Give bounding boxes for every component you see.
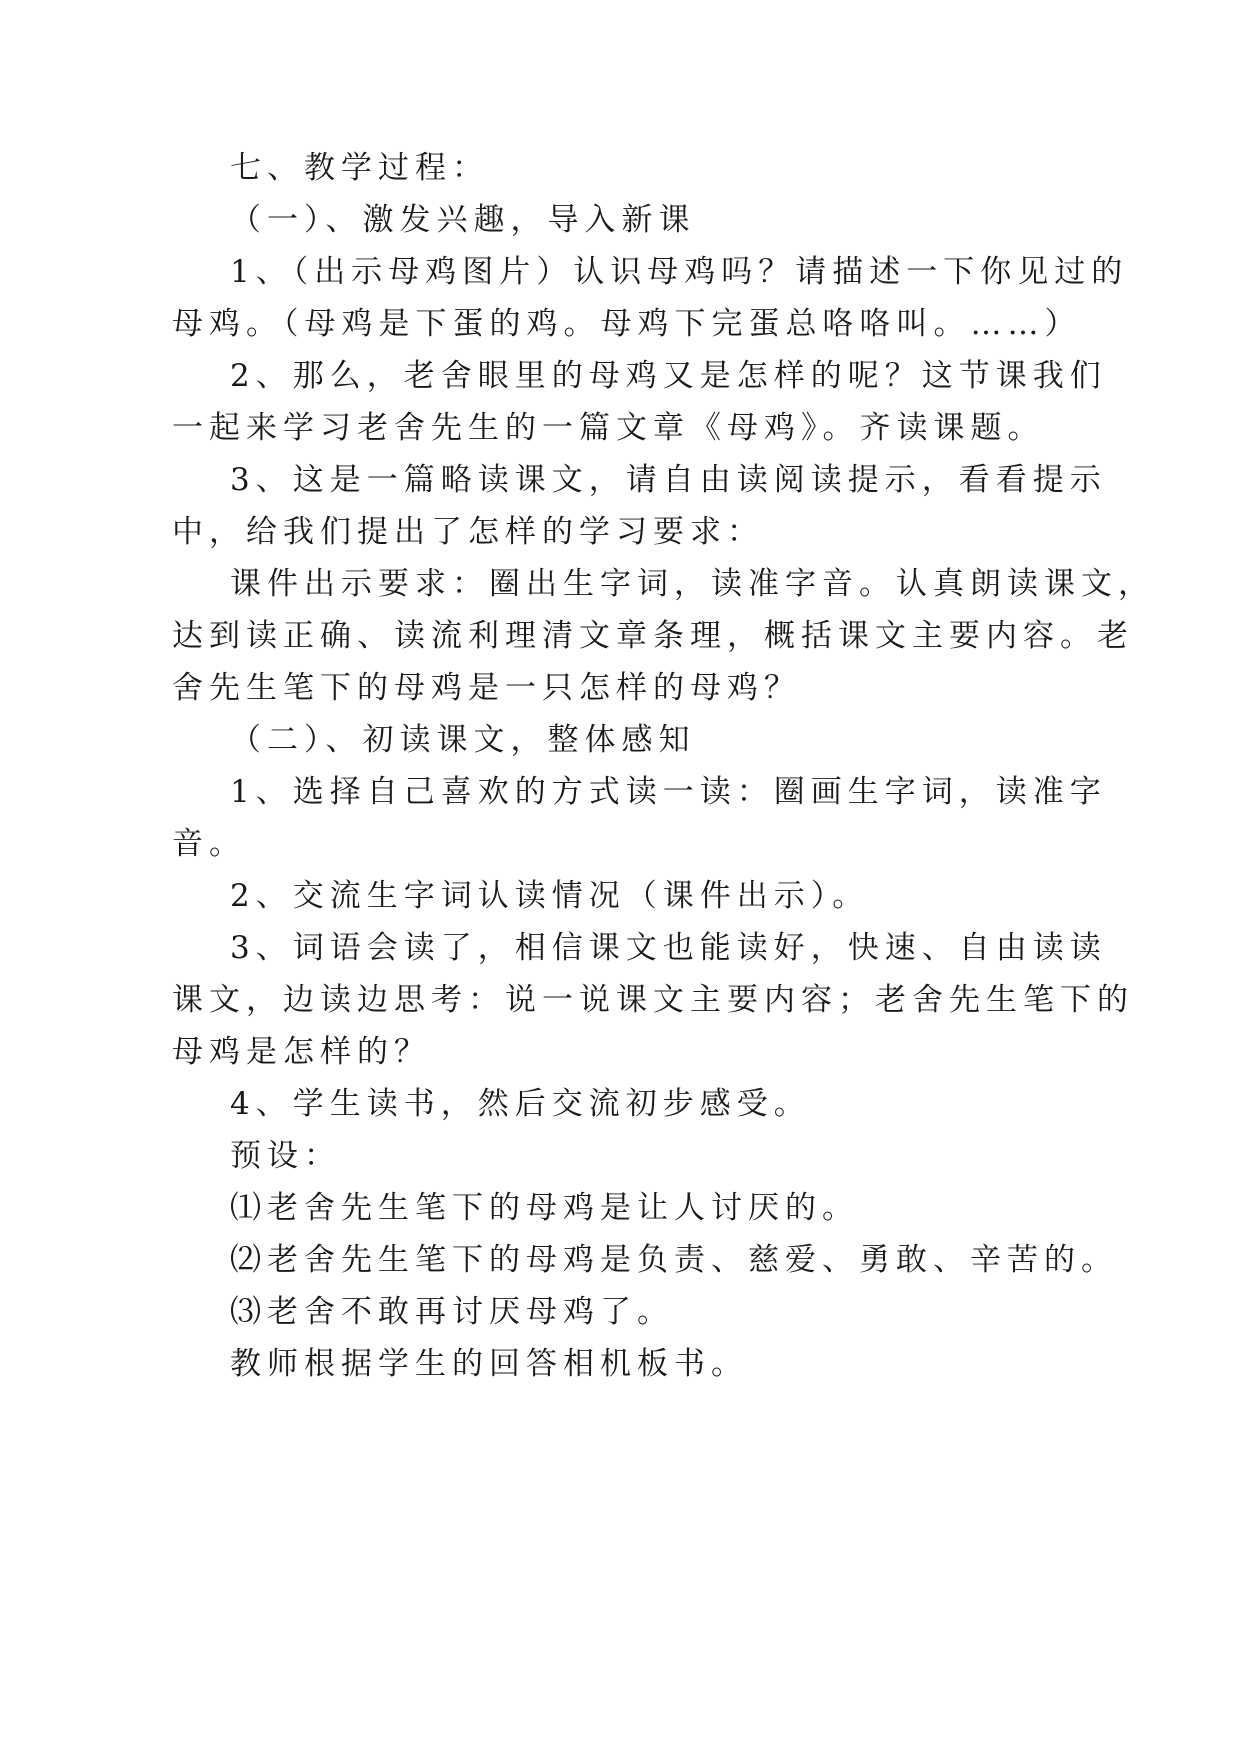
paragraph-line: 课文，边读边思考：说一说课文主要内容；老舍先生笔下的 bbox=[172, 982, 1134, 1018]
paragraph-line: 1、（出示母鸡图片）认识母鸡吗？请描述一下你见过的 bbox=[230, 254, 1129, 290]
paragraph-line: 1、选择自己喜欢的方式读一读：圈画生字词，读准字 bbox=[230, 774, 1107, 810]
paragraph-line: 母鸡。（母鸡是下蛋的鸡。母鸡下完蛋总咯咯叫。……） bbox=[172, 306, 1082, 342]
paragraph-line: 舍先生笔下的母鸡是一只怎样的母鸡？ bbox=[172, 670, 801, 706]
paragraph-line: 课件出示要求：圈出生字词，读准字音。认真朗读课文， bbox=[230, 566, 1155, 602]
paragraph-line: 4、学生读书，然后交流初步感受。 bbox=[230, 1086, 811, 1122]
paragraph-line: 2、交流生字词认读情况（课件出示）。 bbox=[230, 878, 870, 914]
paragraph-line: 中，给我们提出了怎样的学习要求： bbox=[172, 514, 764, 550]
paragraph-line: 音。 bbox=[172, 826, 246, 862]
paragraph-line: 2、那么，老舍眼里的母鸡又是怎样的呢？这节课我们 bbox=[230, 358, 1107, 394]
subsection-heading-1: （一）、激发兴趣，导入新课 bbox=[230, 202, 696, 238]
paragraph-line: 达到读正确、读流利理清文章条理，概括课文主要内容。老 bbox=[172, 618, 1134, 654]
paragraph-line: 一起来学习老舍先生的一篇文章《母鸡》。齐读课题。 bbox=[172, 410, 1045, 446]
list-item: ⑵老舍先生笔下的母鸡是负责、慈爱、勇敢、辛苦的。 bbox=[230, 1242, 1118, 1278]
paragraph-line: 3、这是一篇略读课文，请自由读阅读提示，看看提示 bbox=[230, 462, 1107, 498]
subsection-heading-2: （二）、初读课文，整体感知 bbox=[230, 722, 696, 758]
paragraph-line: 3、词语会读了，相信课文也能读好，快速、自由读读 bbox=[230, 930, 1107, 966]
list-item: ⑶老舍不敢再讨厌母鸡了。 bbox=[230, 1294, 674, 1330]
section-heading-teaching-process: 七、教学过程： bbox=[230, 150, 489, 186]
paragraph-line: 预设： bbox=[230, 1138, 341, 1174]
paragraph-line: 教师根据学生的回答相机板书。 bbox=[230, 1346, 748, 1382]
list-item: ⑴老舍先生笔下的母鸡是让人讨厌的。 bbox=[230, 1190, 859, 1226]
paragraph-line: 母鸡是怎样的？ bbox=[172, 1034, 431, 1070]
